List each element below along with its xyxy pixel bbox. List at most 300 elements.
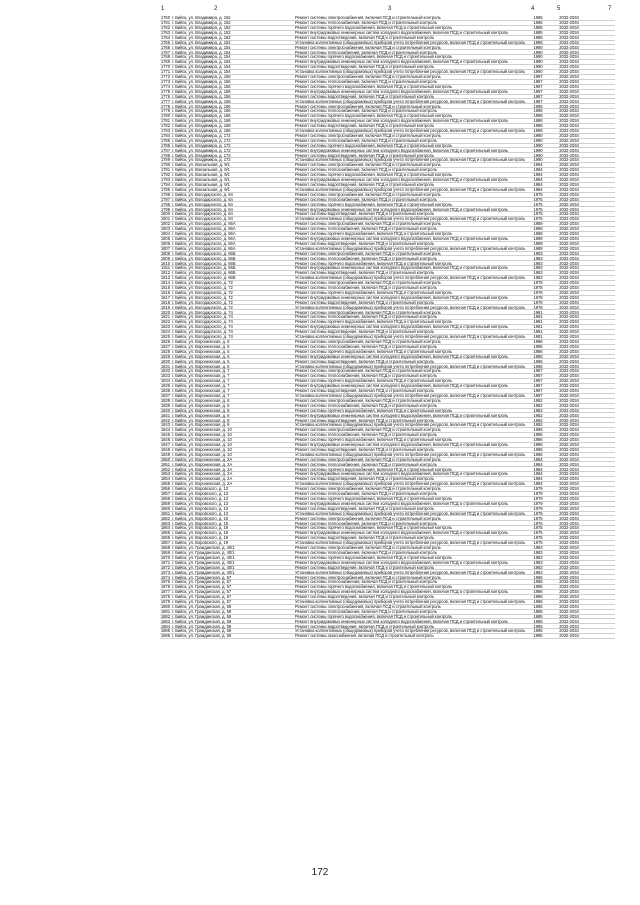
row-address: г. Бийск, ул. Воронежская, д. 8 xyxy=(172,397,230,403)
row-build-year: 1986 xyxy=(533,584,543,590)
row-build-year: 1987 xyxy=(533,74,543,80)
row-number: 1862 xyxy=(160,515,170,521)
row-number: 1847 xyxy=(160,442,170,448)
row-work-type: Ремонт внутридомовых инженерных систем холодного водоснабжения, включая ПСД и строительный контроль xyxy=(295,206,509,212)
row-build-year: 1975 xyxy=(533,520,543,526)
row-number: 1885 xyxy=(160,628,170,634)
row-number: 1797 xyxy=(160,196,170,202)
row-work-type: Ремонт внутридомовых инженерных систем холодного водоснабжения, включая ПСД и строительный контроль xyxy=(295,88,509,94)
row-address: г. Бийск, ул. Воронежская, д. 5 xyxy=(172,343,230,349)
row-work-type: Ремонт системы горячего водоснабжения, включая ПСД и строительный контроль xyxy=(295,142,453,148)
row-period: 2032-2034 xyxy=(559,633,579,639)
row-number: 1855 xyxy=(160,481,170,487)
row-work-type: Ремонт системы теплоснабжения, включая ПСД и строительный контроль xyxy=(295,520,437,526)
row-work-type: Установка коллективных (общедомовых) приборов учета потребления ресурсов, включая ПСД и строительный контроль xyxy=(295,275,526,281)
row-number: 1821 xyxy=(160,314,170,320)
row-number: 1808 xyxy=(160,250,170,256)
row-address: г. Бийск, ул. Воровского, д. 19 xyxy=(172,540,229,546)
row-build-year: 1986 xyxy=(533,108,543,114)
row-build-year: 1975 xyxy=(533,525,543,531)
row-period: 2032-2034 xyxy=(559,456,579,462)
row-number: 1868 xyxy=(160,545,170,551)
row-number: 1835 xyxy=(160,383,170,389)
row-work-type: Ремонт системы электроснабжения, включая ПСД и строительный контроль xyxy=(295,456,441,462)
row-number: 1846 xyxy=(160,437,170,443)
row-number: 1850 xyxy=(160,456,170,462)
row-work-type: Ремонт внутридомовых инженерных систем холодного водоснабжения, включая ПСД и строительный контроль xyxy=(295,324,509,330)
row-number: 1762 xyxy=(160,25,170,31)
row-address: г. Бийск, ул. Владимира, д. 156 xyxy=(172,74,231,80)
row-period: 2032-2034 xyxy=(559,603,579,609)
row-work-type: Установка коллективных (общедомовых) приборов учета потребления ресурсов, включая ПСД и строительный контроль xyxy=(295,422,526,428)
row-number: 1822 xyxy=(160,319,170,325)
row-address: г. Бийск, ул. Гражданская, д. 59 xyxy=(172,623,232,629)
row-address: г. Бийск, ул. Володарского, д. 74 xyxy=(172,324,233,330)
row-build-year: 1975 xyxy=(533,530,543,536)
row-work-type: Ремонт системы водоотведения, включая ПСД и строительный контроль xyxy=(295,152,434,158)
row-work-type: Ремонт системы водоотведения, включая ПСД и строительный контроль xyxy=(295,388,434,394)
row-build-year: 1990 xyxy=(533,54,543,60)
row-build-year: 1982 xyxy=(533,407,543,413)
row-build-year: 1983 xyxy=(533,260,543,266)
row-number: 1796 xyxy=(160,191,170,197)
row-number: 1848 xyxy=(160,446,170,452)
row-period: 2032-2034 xyxy=(559,437,579,443)
row-number: 1774 xyxy=(160,83,170,89)
row-build-year: 1982 xyxy=(533,412,543,418)
row-period: 2032-2034 xyxy=(559,476,579,482)
row-build-year: 1986 xyxy=(533,113,543,119)
row-address: г. Бийск, ул. Володарского, д. 66А xyxy=(172,235,236,241)
row-period: 2032-2034 xyxy=(559,417,579,423)
row-address: г. Бийск, ул. Владимира, д. 156 xyxy=(172,93,231,99)
row-build-year: 1975 xyxy=(533,191,543,197)
row-address: г. Бийск, ул. Владимира, д. 172 xyxy=(172,152,231,158)
row-address: г. Бийск, ул. Владимира, д. 154 xyxy=(172,59,231,65)
row-period: 2032-2034 xyxy=(559,618,579,624)
row-work-type: Ремонт системы водоотведения, включая ПСД и строительный контроль xyxy=(295,64,434,70)
row-address: г. Бийск, ул. Воронежская, д. 7 xyxy=(172,383,230,389)
row-period: 2032-2034 xyxy=(559,74,579,80)
row-work-type: Ремонт внутридомовых инженерных систем холодного водоснабжения, включая ПСД и строительный контроль xyxy=(295,442,509,448)
row-address: г. Бийск, ул. Владимира, д. 152 xyxy=(172,15,231,21)
row-build-year: 1986 xyxy=(533,103,543,109)
column-header-3: 3 xyxy=(388,6,392,12)
register-table xyxy=(160,16,615,639)
row-number: 1823 xyxy=(160,324,170,330)
column-header-2: 2 xyxy=(214,6,218,12)
row-address: г. Бийск, ул. Воровского, д. 13 xyxy=(172,500,229,506)
row-number: 1790 xyxy=(160,162,170,168)
row-build-year: 1982 xyxy=(533,397,543,403)
row-address: г. Бийск, ул. Гражданская, д. 57 xyxy=(172,574,232,580)
row-period: 2032-2034 xyxy=(559,446,579,452)
row-period: 2032-2034 xyxy=(559,339,579,345)
row-build-year: 1986 xyxy=(533,363,543,369)
row-number: 1778 xyxy=(160,103,170,109)
row-work-type: Установка коллективных (общедомовых) приборов учета потребления ресурсов, включая ПСД и строительный контроль xyxy=(295,392,526,398)
row-number: 1840 xyxy=(160,407,170,413)
row-address: г. Бийск, ул. Владимира, д. 152 xyxy=(172,20,231,26)
row-address: г. Бийск, ул. Володарского, д. 66Б xyxy=(172,260,236,266)
row-address: г. Бийск, ул. Воронежская, д. 2А xyxy=(172,466,233,472)
row-build-year: 1983 xyxy=(533,250,543,256)
row-number: 1873 xyxy=(160,569,170,575)
row-build-year: 1985 xyxy=(533,603,543,609)
row-work-type: Ремонт внутридомовых инженерных систем холодного водоснабжения, включая ПСД и строительный контроль xyxy=(295,412,509,418)
row-work-type: Ремонт системы электроснабжения, включая ПСД и строительный контроль xyxy=(295,191,441,197)
row-period: 2032-2034 xyxy=(559,147,579,153)
row-period: 2032-2034 xyxy=(559,152,579,158)
row-work-type: Установка коллективных (общедомовых) приборов учета потребления ресурсов, включая ПСД и строительный контроль xyxy=(295,245,526,251)
row-work-type: Ремонт системы горячего водоснабжения, включая ПСД и строительный контроль xyxy=(295,172,453,178)
row-build-year: 1987 xyxy=(533,88,543,94)
row-build-year: 1986 xyxy=(533,128,543,134)
row-number: 1856 xyxy=(160,486,170,492)
row-period: 2032-2034 xyxy=(559,231,579,237)
row-build-year: 1981 xyxy=(533,324,543,330)
row-address: г. Бийск, ул. Владимира, д. 166 xyxy=(172,118,231,124)
row-number: 1826 xyxy=(160,339,170,345)
row-address: г. Бийск, ул. Владимира, д. 154 xyxy=(172,54,231,60)
row-build-year: 1984 xyxy=(533,456,543,462)
row-build-year: 1984 xyxy=(533,476,543,482)
row-build-year: 1989 xyxy=(533,245,543,251)
row-work-type: Ремонт внутридомовых инженерных систем холодного водоснабжения, включая ПСД и строительный контроль xyxy=(295,265,509,271)
row-build-year: 1985 xyxy=(533,20,543,26)
row-work-type: Ремонт системы водоотведения, включая ПСД и строительный контроль xyxy=(295,417,434,423)
row-number: 1860 xyxy=(160,505,170,511)
row-number: 1864 xyxy=(160,525,170,531)
row-number: 1875 xyxy=(160,579,170,585)
row-build-year: 1986 xyxy=(533,599,543,605)
row-work-type: Установка коллективных (общедомовых) приборов учета потребления ресурсов, включая ПСД и строительный контроль xyxy=(295,186,526,192)
row-number: 1859 xyxy=(160,500,170,506)
row-period: 2032-2034 xyxy=(559,83,579,89)
row-build-year: 1987 xyxy=(533,383,543,389)
row-number: 1786 xyxy=(160,142,170,148)
row-build-year: 1985 xyxy=(533,628,543,634)
row-number: 1810 xyxy=(160,260,170,266)
row-work-type: Ремонт внутридомовых инженерных систем холодного водоснабжения, включая ПСД и строительный контроль xyxy=(295,235,509,241)
row-address: г. Бийск, ул. Владимира, д. 152 xyxy=(172,34,231,40)
column-header-5: 5 xyxy=(557,6,561,12)
row-number: 1793 xyxy=(160,177,170,183)
row-period: 2032-2034 xyxy=(559,471,579,477)
row-build-year: 1990 xyxy=(533,49,543,55)
row-work-type: Ремонт внутридомовых инженерных систем холодного водоснабжения, включая ПСД и строительный контроль xyxy=(295,177,509,183)
row-build-year: 1986 xyxy=(533,118,543,124)
row-work-type: Ремонт системы электроснабжения, включая ПСД и строительный контроль xyxy=(295,250,441,256)
row-address: г. Бийск, ул. Гражданская, д. 59 xyxy=(172,628,232,634)
row-build-year: 1981 xyxy=(533,314,543,320)
row-build-year: 1979 xyxy=(533,505,543,511)
row-address: г. Бийск, ул. Владимира, д. 154 xyxy=(172,69,231,75)
row-address: г. Бийск, ул. Вокзальная, д. 9/1 xyxy=(172,182,230,188)
row-address: г. Бийск, ул. Воровского, д. 13 xyxy=(172,491,229,497)
row-number: 1802 xyxy=(160,221,170,227)
row-build-year: 1984 xyxy=(533,481,543,487)
row-build-year: 1983 xyxy=(533,549,543,555)
row-build-year: 1983 xyxy=(533,559,543,565)
row-address: г. Бийск, ул. Воронежская, д. 7 xyxy=(172,373,230,379)
row-build-year: 1989 xyxy=(533,235,543,241)
row-address: г. Бийск, ул. Воронежская, д. 2А xyxy=(172,456,233,462)
row-work-type: Ремонт системы теплоснабжения, включая ПСД и строительный контроль xyxy=(295,167,437,173)
row-period: 2032-2034 xyxy=(559,574,579,580)
row-work-type: Ремонт внутридомовых инженерных систем холодного водоснабжения, включая ПСД и строительный контроль xyxy=(295,29,509,35)
row-period: 2032-2034 xyxy=(559,363,579,369)
row-number: 1882 xyxy=(160,613,170,619)
row-build-year: 1978 xyxy=(533,280,543,286)
row-work-type: Ремонт системы теплоснабжения, включая ПСД и строительный контроль xyxy=(295,432,437,438)
row-address: г. Бийск, ул. Воронежская, д. 8 xyxy=(172,412,230,418)
row-work-type: Ремонт системы теплоснабжения, включая ПСД и строительный контроль xyxy=(295,402,437,408)
row-period: 2032-2034 xyxy=(559,451,579,457)
row-build-year: 1983 xyxy=(533,564,543,570)
column-header-7: 7 xyxy=(608,6,612,12)
row-number: 1799 xyxy=(160,206,170,212)
row-build-year: 1986 xyxy=(533,358,543,364)
row-period: 2032-2034 xyxy=(559,491,579,497)
row-address: г. Бийск, ул. Гражданская, д. 40/1 xyxy=(172,559,235,565)
row-work-type: Ремонт системы электроснабжения, включая ПСД и строительный контроль xyxy=(295,397,441,403)
row-number: 1866 xyxy=(160,535,170,541)
row-build-year: 1983 xyxy=(533,545,543,551)
row-work-type: Ремонт системы электроснабжения, включая ПСД и строительный контроль xyxy=(295,339,441,345)
row-number: 1877 xyxy=(160,589,170,595)
row-number: 1828 xyxy=(160,348,170,354)
row-period: 2032-2034 xyxy=(559,226,579,232)
row-period: 2032-2034 xyxy=(559,510,579,516)
row-number: 1824 xyxy=(160,329,170,335)
row-period: 2032-2034 xyxy=(559,554,579,560)
row-address: г. Бийск, ул. Воронежская, д. 2А xyxy=(172,471,233,477)
row-period: 2032-2034 xyxy=(559,535,579,541)
row-address: г. Бийск, ул. Воронежская, д. 10 xyxy=(172,437,232,443)
row-period: 2032-2034 xyxy=(559,334,579,340)
row-build-year: 1983 xyxy=(533,275,543,281)
row-address: г. Бийск, ул. Владимира, д. 154 xyxy=(172,64,231,70)
row-period: 2032-2034 xyxy=(559,78,579,84)
row-period: 2032-2034 xyxy=(559,397,579,403)
row-build-year: 1987 xyxy=(533,83,543,89)
row-build-year: 1990 xyxy=(533,132,543,138)
row-build-year: 1989 xyxy=(533,226,543,232)
row-number: 1777 xyxy=(160,98,170,104)
row-address: г. Бийск, ул. Гражданская, д. 59 xyxy=(172,618,232,624)
row-build-year: 1975 xyxy=(533,535,543,541)
row-work-type: Ремонт системы теплоснабжения, включая ПСД и строительный контроль xyxy=(295,314,437,320)
row-address: г. Бийск, ул. Вокзальная, д. 9/1 xyxy=(172,167,230,173)
row-number: 1838 xyxy=(160,397,170,403)
row-number: 1884 xyxy=(160,623,170,629)
row-period: 2032-2034 xyxy=(559,201,579,207)
row-address: г. Бийск, ул. Воронежская, д. 10 xyxy=(172,451,232,457)
row-address: г. Бийск, ул. Володарского, д. 64 xyxy=(172,211,233,217)
row-work-type: Ремонт системы водоотведения, включая ПСД и строительный контроль xyxy=(295,182,434,188)
row-work-type: Ремонт системы электроснабжения, включая ПСД и строительный контроль xyxy=(295,280,441,286)
row-number: 1803 xyxy=(160,226,170,232)
row-period: 2032-2034 xyxy=(559,520,579,526)
row-period: 2032-2034 xyxy=(559,167,579,173)
row-period: 2032-2034 xyxy=(559,25,579,31)
row-address: г. Бийск, ул. Владимира, д. 172 xyxy=(172,147,231,153)
row-work-type: Ремонт системы водоотведения, включая ПСД и строительный контроль xyxy=(295,34,434,40)
row-build-year: 1990 xyxy=(533,64,543,70)
row-address: г. Бийск, ул. Воронежская, д. 5 xyxy=(172,348,230,354)
row-work-type: Ремонт системы водоотведения, включая ПСД и строительный контроль xyxy=(295,623,434,629)
row-work-type: Ремонт системы теплоснабжения, включая ПСД и строительный контроль xyxy=(295,608,437,614)
row-build-year: 1979 xyxy=(533,486,543,492)
row-number: 1766 xyxy=(160,44,170,50)
row-period: 2032-2034 xyxy=(559,191,579,197)
row-number: 1832 xyxy=(160,368,170,374)
row-work-type: Ремонт системы теплоснабжения, включая ПСД и строительный контроль xyxy=(295,137,437,143)
row-build-year: 1975 xyxy=(533,515,543,521)
row-work-type: Ремонт системы горячего водоснабжения, включая ПСД и строительный контроль xyxy=(295,83,453,89)
row-number: 1779 xyxy=(160,108,170,114)
row-build-year: 1983 xyxy=(533,270,543,276)
row-number: 1812 xyxy=(160,270,170,276)
row-work-type: Ремонт системы водоотведения, включая ПСД и строительный контроль xyxy=(295,299,434,305)
row-address: г. Бийск, ул. Гражданская, д. 57 xyxy=(172,589,232,595)
row-address: г. Бийск, ул. Владимира, д. 154 xyxy=(172,49,231,55)
row-build-year: 1986 xyxy=(533,446,543,452)
row-address: г. Бийск, ул. Воронежская, д. 7 xyxy=(172,368,230,374)
row-number: 1834 xyxy=(160,378,170,384)
row-work-type: Ремонт внутридомовых инженерных систем холодного водоснабжения, включая ПСД и строительный контроль xyxy=(295,294,509,300)
row-number: 1858 xyxy=(160,496,170,502)
row-work-type: Установка коллективных (общедомовых) приборов учета потребления ресурсов, включая ПСД и строительный контроль xyxy=(295,98,526,104)
row-address: г. Бийск, ул. Воронежская, д. 5 xyxy=(172,339,230,345)
row-address: г. Бийск, ул. Воронежская, д. 10 xyxy=(172,446,232,452)
row-work-type: Ремонт внутридомовых инженерных систем холодного водоснабжения, включая ПСД и строительный контроль xyxy=(295,471,509,477)
row-address: г. Бийск, ул. Владимира, д. 152 xyxy=(172,25,231,31)
row-period: 2032-2034 xyxy=(559,608,579,614)
row-period: 2032-2034 xyxy=(559,299,579,305)
row-work-type: Ремонт внутридомовых инженерных систем холодного водоснабжения, включая ПСД и строительный контроль xyxy=(295,530,509,536)
row-build-year: 1990 xyxy=(533,142,543,148)
row-period: 2032-2034 xyxy=(559,569,579,575)
row-number: 1843 xyxy=(160,422,170,428)
row-number: 1863 xyxy=(160,520,170,526)
row-work-type: Ремонт системы электроснабжения, включая ПСД и строительный контроль xyxy=(295,545,441,551)
row-build-year: 1979 xyxy=(533,491,543,497)
row-address: г. Бийск, ул. Воронежская, д. 7 xyxy=(172,378,230,384)
row-period: 2032-2034 xyxy=(559,245,579,251)
row-build-year: 1986 xyxy=(533,427,543,433)
row-number: 1788 xyxy=(160,152,170,158)
row-work-type: Ремонт системы горячего водоснабжения, включая ПСД и строительный контроль xyxy=(295,201,453,207)
row-build-year: 1981 xyxy=(533,309,543,315)
row-number: 1827 xyxy=(160,343,170,349)
row-address: г. Бийск, ул. Володарского, д. 66А xyxy=(172,231,236,237)
row-work-type: Ремонт системы водоотведения, включая ПСД и строительный контроль xyxy=(295,93,434,99)
row-work-type: Ремонт системы электроснабжения, включая ПСД и строительный контроль xyxy=(295,427,441,433)
row-build-year: 1983 xyxy=(533,569,543,575)
row-work-type: Ремонт системы горячего водоснабжения, включая ПСД и строительный контроль xyxy=(295,613,453,619)
row-period: 2032-2034 xyxy=(559,353,579,359)
row-build-year: 1987 xyxy=(533,392,543,398)
row-number: 1770 xyxy=(160,64,170,70)
row-work-type: Ремонт системы водоотведения, включая ПСД и строительный контроль xyxy=(295,446,434,452)
row-work-type: Ремонт системы горячего водоснабжения, включая ПСД и строительный контроль xyxy=(295,54,453,60)
row-period: 2032-2034 xyxy=(559,407,579,413)
row-work-type: Ремонт системы горячего водоснабжения, включая ПСД и строительный контроль xyxy=(295,319,453,325)
row-build-year: 1984 xyxy=(533,182,543,188)
row-address: г. Бийск, ул. Воронежская, д. 2А xyxy=(172,461,233,467)
row-work-type: Ремонт системы водоотведения, включая ПСД и строительный контроль xyxy=(295,505,434,511)
row-period: 2032-2034 xyxy=(559,559,579,565)
row-work-type: Ремонт внутридомовых инженерных систем холодного водоснабжения, включая ПСД и строительный контроль xyxy=(295,500,509,506)
row-work-type: Ремонт системы электроснабжения, включая ПСД и строительный контроль xyxy=(295,103,441,109)
row-work-type: Ремонт системы водоотведения, включая ПСД и строительный контроль xyxy=(295,211,434,217)
row-period: 2032-2034 xyxy=(559,108,579,114)
row-build-year: 1984 xyxy=(533,186,543,192)
row-number: 1816 xyxy=(160,289,170,295)
row-number: 1807 xyxy=(160,245,170,251)
row-period: 2032-2034 xyxy=(559,206,579,212)
row-work-type: Установка коллективных (общедомовых) приборов учета потребления ресурсов, включая ПСД и строительный контроль xyxy=(295,510,526,516)
row-work-type: Ремонт системы теплоснабжения, включая ПСД и строительный контроль xyxy=(295,579,437,585)
row-build-year: 1990 xyxy=(533,59,543,65)
row-work-type: Ремонт системы электроснабжения, включая ПСД и строительный контроль xyxy=(295,132,441,138)
row-work-type: Ремонт системы электроснабжения, включая ПСД и строительный контроль xyxy=(295,162,441,168)
row-address: г. Бийск, ул. Владимира, д. 156 xyxy=(172,88,231,94)
row-build-year: 1979 xyxy=(533,500,543,506)
row-build-year: 1986 xyxy=(533,353,543,359)
row-work-type: Ремонт системы электроснабжения, включая ПСД и строительный контроль xyxy=(295,15,441,21)
row-period: 2032-2034 xyxy=(559,20,579,26)
row-number: 1800 xyxy=(160,211,170,217)
row-period: 2032-2034 xyxy=(559,29,579,35)
row-build-year: 1990 xyxy=(533,147,543,153)
row-period: 2032-2034 xyxy=(559,172,579,178)
column-header-4: 4 xyxy=(531,6,535,12)
row-work-type: Ремонт системы водоотведения, включая ПСД и строительный контроль xyxy=(295,123,434,129)
row-number: 1865 xyxy=(160,530,170,536)
row-work-type: Установка коллективных (общедомовых) приборов учета потребления ресурсов, включая ПСД и строительный контроль xyxy=(295,39,526,45)
row-number: 1831 xyxy=(160,363,170,369)
row-address: г. Бийск, ул. Владимира, д. 172 xyxy=(172,132,231,138)
row-number: 1798 xyxy=(160,201,170,207)
row-address: г. Бийск, ул. Воровского, д. 19 xyxy=(172,515,229,521)
row-period: 2032-2034 xyxy=(559,402,579,408)
row-address: г. Бийск, ул. Воровского, д. 19 xyxy=(172,535,229,541)
row-address: г. Бийск, ул. Воронежская, д. 2А xyxy=(172,481,233,487)
row-work-type: Ремонт системы горячего водоснабжения, включая ПСД и строительный контроль xyxy=(295,466,453,472)
row-number: 1874 xyxy=(160,574,170,580)
row-address: г. Бийск, ул. Воронежская, д. 10 xyxy=(172,442,232,448)
row-period: 2032-2034 xyxy=(559,34,579,40)
row-number: 1781 xyxy=(160,118,170,124)
row-address: г. Бийск, ул. Воронежская, д. 5 xyxy=(172,363,230,369)
row-period: 2032-2034 xyxy=(559,196,579,202)
row-address: г. Бийск, ул. Гражданская, д. 40/1 xyxy=(172,549,235,555)
row-period: 2032-2034 xyxy=(559,123,579,129)
row-number: 1763 xyxy=(160,29,170,35)
row-period: 2032-2034 xyxy=(559,486,579,492)
row-period: 2032-2034 xyxy=(559,589,579,595)
row-number: 1783 xyxy=(160,128,170,134)
row-address: г. Бийск, ул. Вокзальная, д. 9/1 xyxy=(172,162,230,168)
row-address: г. Бийск, ул. Воронежская, д. 2А xyxy=(172,476,233,482)
row-period: 2032-2034 xyxy=(559,235,579,241)
row-address: г. Бийск, ул. Воровского, д. 13 xyxy=(172,505,229,511)
row-build-year: 1986 xyxy=(533,348,543,354)
row-number: 1871 xyxy=(160,559,170,565)
